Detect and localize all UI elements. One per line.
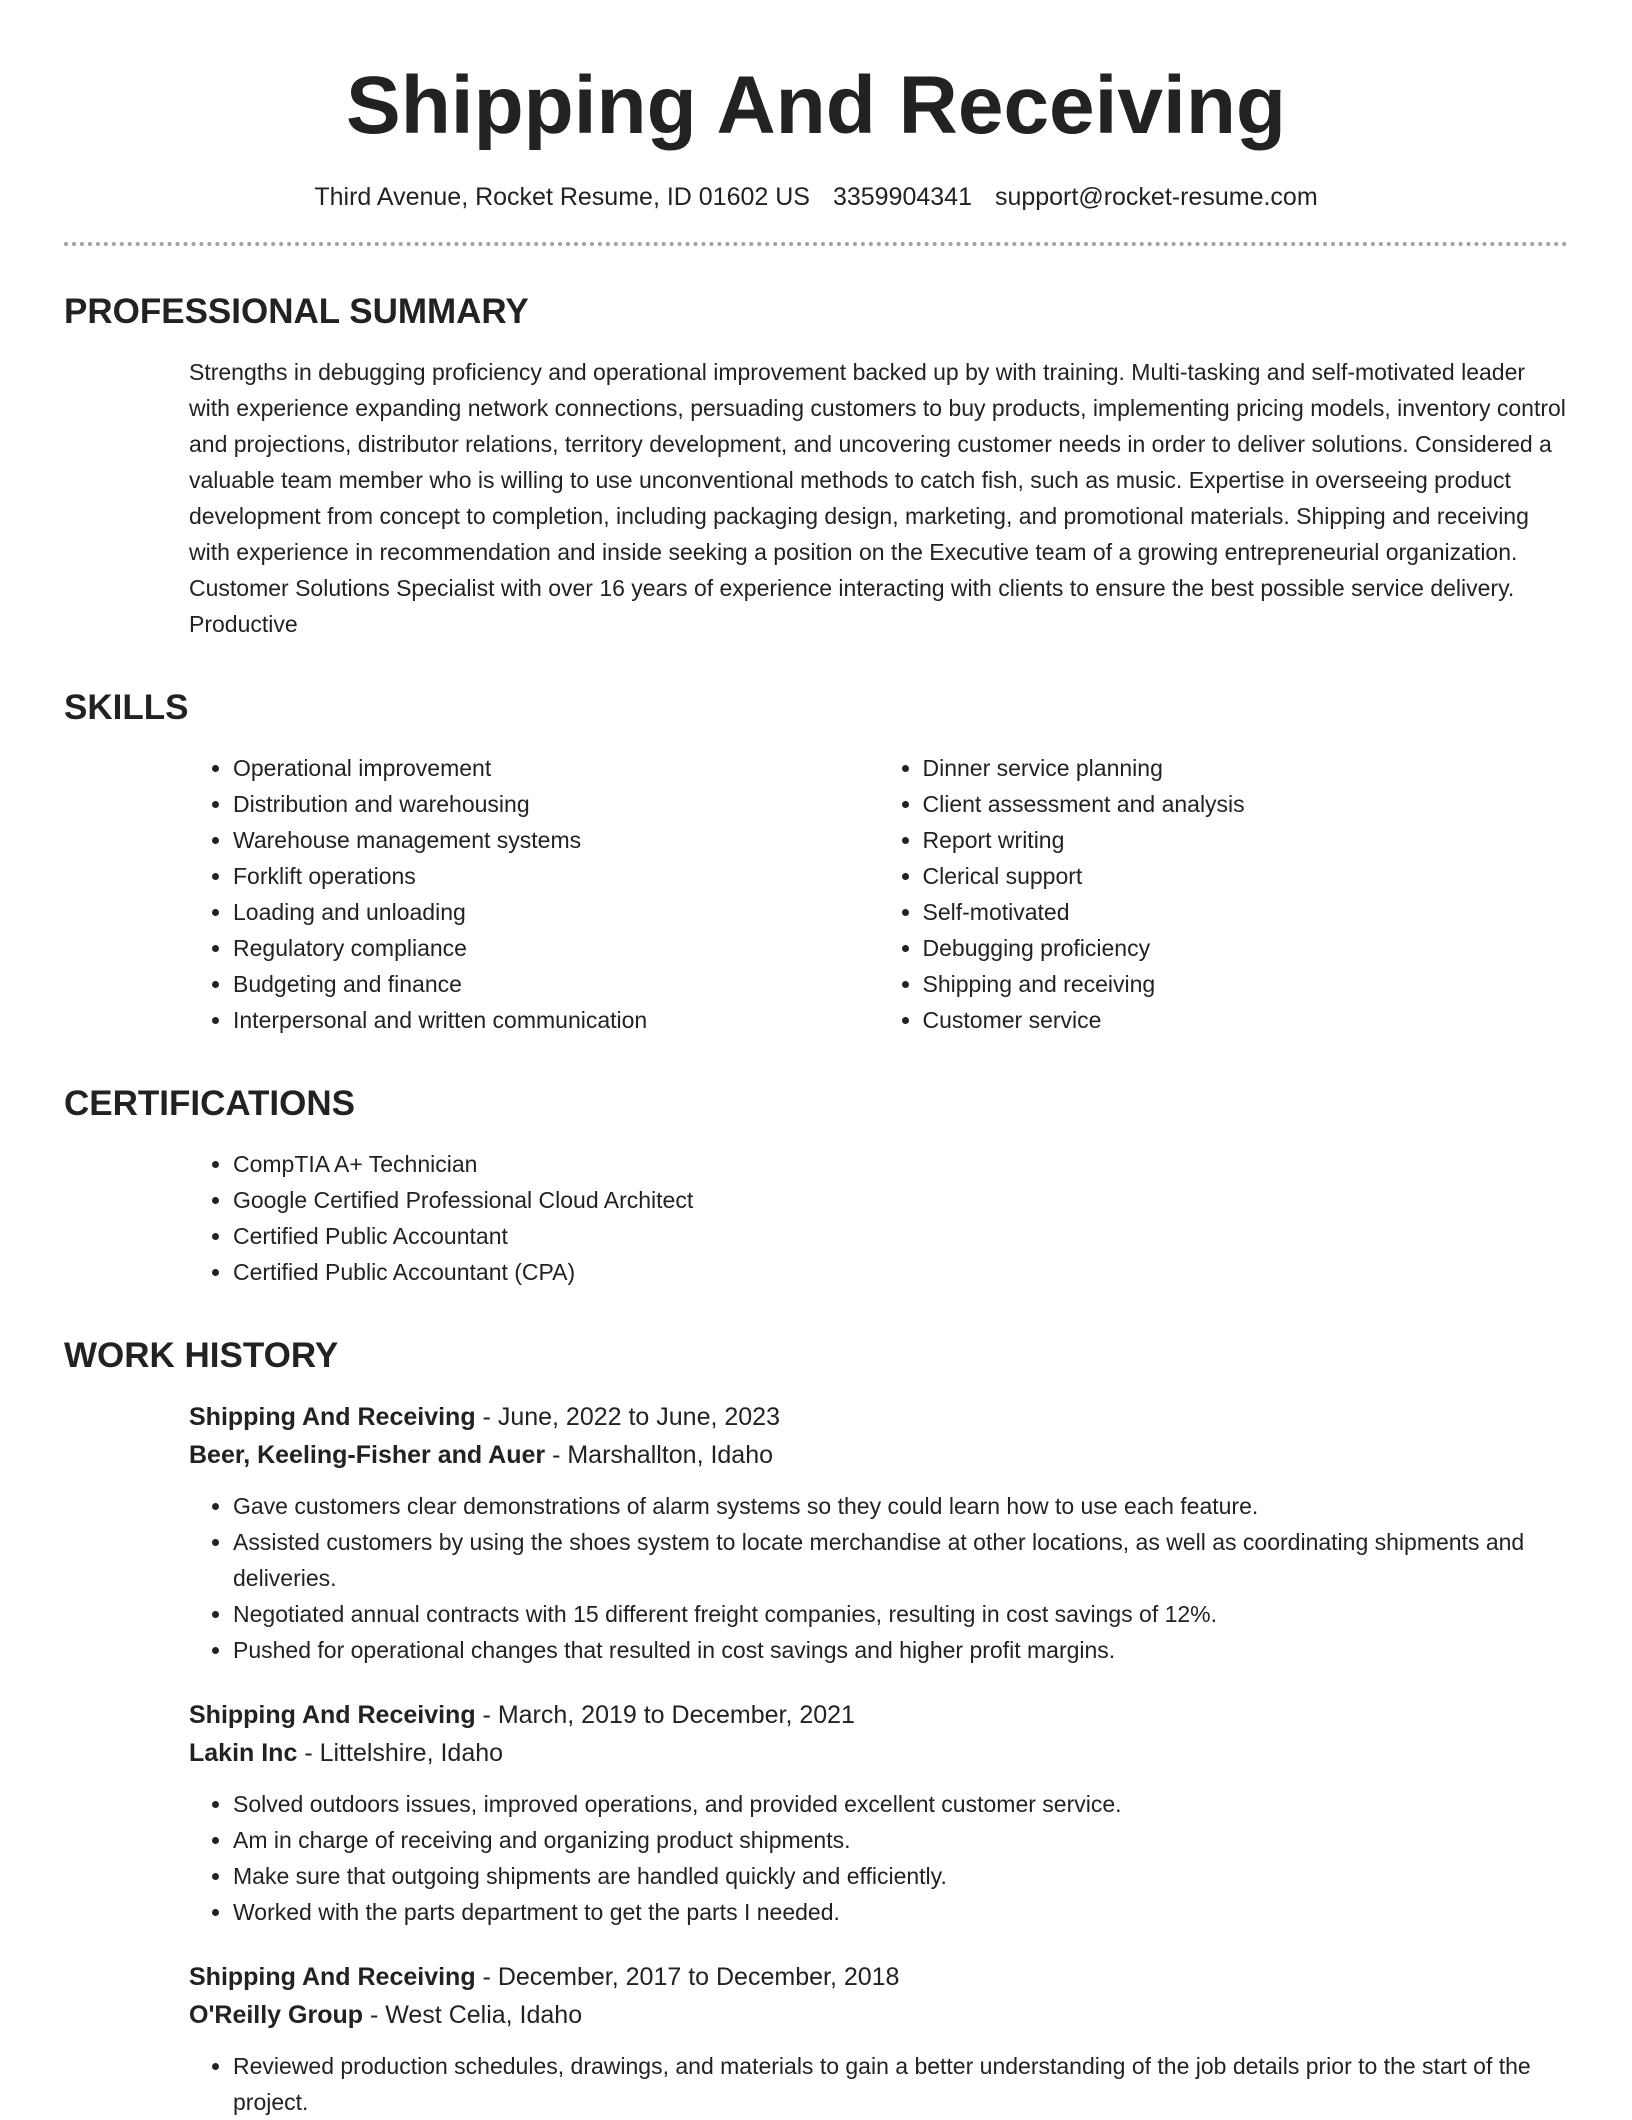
job-role: Shipping And Receiving	[189, 1701, 476, 1729]
job-dates: December, 2017 to December, 2018	[497, 1963, 900, 1991]
job-company: Beer, Keeling-Fisher and Auer	[189, 1441, 546, 1469]
job-separator: -	[297, 1739, 320, 1767]
contact-phone: 3359904341	[832, 183, 972, 211]
skill-item: • Budgeting and finance	[233, 966, 879, 1002]
job-company: O'Reilly Group	[189, 2001, 364, 2029]
skill-item: • Operational improvement	[233, 750, 879, 786]
job-location: Littelshire, Idaho	[319, 1739, 504, 1767]
certification-item: • Certified Public Accountant (CPA)	[233, 1254, 1568, 1290]
job-bullets	[189, 1786, 1568, 1930]
job-separator: -	[475, 1403, 498, 1431]
job-entry	[189, 1398, 1568, 1668]
job-role: Shipping And Receiving	[189, 1963, 476, 1991]
certification-item: • Google Certified Professional Cloud Architect	[233, 1182, 1568, 1218]
job-bullet: • Reviewed production schedules, drawings, and materials to gain a better understanding of the job details prior to the start of the project.	[233, 2048, 1568, 2120]
job-bullet: • Gave customers clear demonstrations of alarm systems so they could learn how to use each feature.	[233, 1488, 1568, 1524]
job-bullet: • Make sure that outgoing shipments are handled quickly and efficiently.	[233, 1858, 1568, 1894]
skills-list-right	[879, 750, 1569, 1038]
job-company-line	[189, 1436, 1568, 1474]
skill-item: • Warehouse management systems	[233, 822, 879, 858]
job-bullet: • Solved outdoors issues, improved operations, and provided excellent customer service.	[233, 1786, 1568, 1822]
summary-heading: PROFESSIONAL SUMMARY	[64, 292, 529, 331]
job-title-line	[189, 1696, 1568, 1734]
job-title-line	[189, 1398, 1568, 1436]
job-separator: -	[545, 1441, 568, 1469]
job-separator: -	[363, 2001, 386, 2029]
skill-item: • Debugging proficiency	[923, 930, 1569, 966]
job-company: Lakin Inc	[189, 1739, 298, 1767]
skills-list-left	[189, 750, 879, 1038]
skill-item: • Forklift operations	[233, 858, 879, 894]
job-separator: -	[475, 1701, 498, 1729]
job-bullets	[189, 2048, 1568, 2120]
work-history-heading: WORK HISTORY	[64, 1336, 339, 1375]
job-role: Shipping And Receiving	[189, 1403, 476, 1431]
skills-heading: SKILLS	[64, 688, 189, 727]
job-bullet: • Am in charge of receiving and organizing product shipments.	[233, 1822, 1568, 1858]
job-company-line	[189, 1996, 1568, 2034]
certification-item: • Certified Public Accountant	[233, 1218, 1568, 1254]
contact-email: support@rocket-resume.com	[994, 183, 1318, 211]
job-bullets	[189, 1488, 1568, 1668]
skill-item: • Shipping and receiving	[923, 966, 1569, 1002]
job-bullet: • Pushed for operational changes that resulted in cost savings and higher profit margins.	[233, 1632, 1568, 1668]
job-separator: -	[475, 1963, 498, 1991]
certifications-list	[189, 1146, 1568, 1290]
skill-item: • Report writing	[923, 822, 1569, 858]
skill-item: • Interpersonal and written communication	[233, 1002, 879, 1038]
skill-item: • Loading and unloading	[233, 894, 879, 930]
job-location: Marshallton, Idaho	[567, 1441, 774, 1469]
certifications-section	[189, 1146, 1568, 1290]
job-bullet: • Worked with the parts department to get the parts I needed.	[233, 1894, 1568, 1930]
skill-item: • Dinner service planning	[923, 750, 1569, 786]
skill-item: • Self-motivated	[923, 894, 1569, 930]
header-divider	[64, 242, 1568, 246]
skill-item: • Distribution and warehousing	[233, 786, 879, 822]
job-bullet: • Assisted customers by using the shoes system to locate merchandise at other locations, as well as coordinating shipments and deliveries.	[233, 1524, 1568, 1596]
job-dates: March, 2019 to December, 2021	[497, 1701, 855, 1729]
work-history-section	[189, 1398, 1568, 2120]
job-bullet: • Negotiated annual contracts with 15 different freight companies, resulting in cost savings of 12%.	[233, 1596, 1568, 1632]
certifications-heading: CERTIFICATIONS	[64, 1084, 356, 1123]
skills-section	[189, 750, 1568, 1038]
job-location: West Celia, Idaho	[385, 2001, 583, 2029]
certification-item: • CompTIA A+ Technician	[233, 1146, 1568, 1182]
summary-section	[189, 354, 1568, 642]
job-title-line	[189, 1958, 1568, 1996]
contact-address: Third Avenue, Rocket Resume, ID 01602 US	[314, 183, 810, 211]
skill-item: • Client assessment and analysis	[923, 786, 1569, 822]
summary-text: Strengths in debugging proficiency and operational improvement backed up by with training. Multi-tasking and self-motivated leader with experience expanding network connections, persuading customers to buy products, implementing pricing models, inventory control and projections, distributor relations, territory development, and uncovering customer needs in order to deliver solutions. Considered a valuable team member who is willing to use unconventional methods to catch fish, such as music. Expertise in overseeing product development from concept to completion, including packaging design, marketing, and promotional materials. Shipping and receiving with experience in recommendation and inside seeking a position on the Executive team of a growing entrepreneurial organization. Customer Solutions Specialist with over 16 years of experience interacting with clients to ensure the best possible service delivery. Productive	[189, 359, 1566, 637]
job-company-line	[189, 1734, 1568, 1772]
skill-item: • Customer service	[923, 1002, 1569, 1038]
job-entry	[189, 1958, 1568, 2120]
skill-item: • Clerical support	[923, 858, 1569, 894]
candidate-name: Shipping And Receiving	[346, 60, 1286, 151]
skill-item: • Regulatory compliance	[233, 930, 879, 966]
job-entry	[189, 1696, 1568, 1930]
contact-line	[64, 180, 1568, 214]
job-dates: June, 2022 to June, 2023	[497, 1403, 780, 1431]
